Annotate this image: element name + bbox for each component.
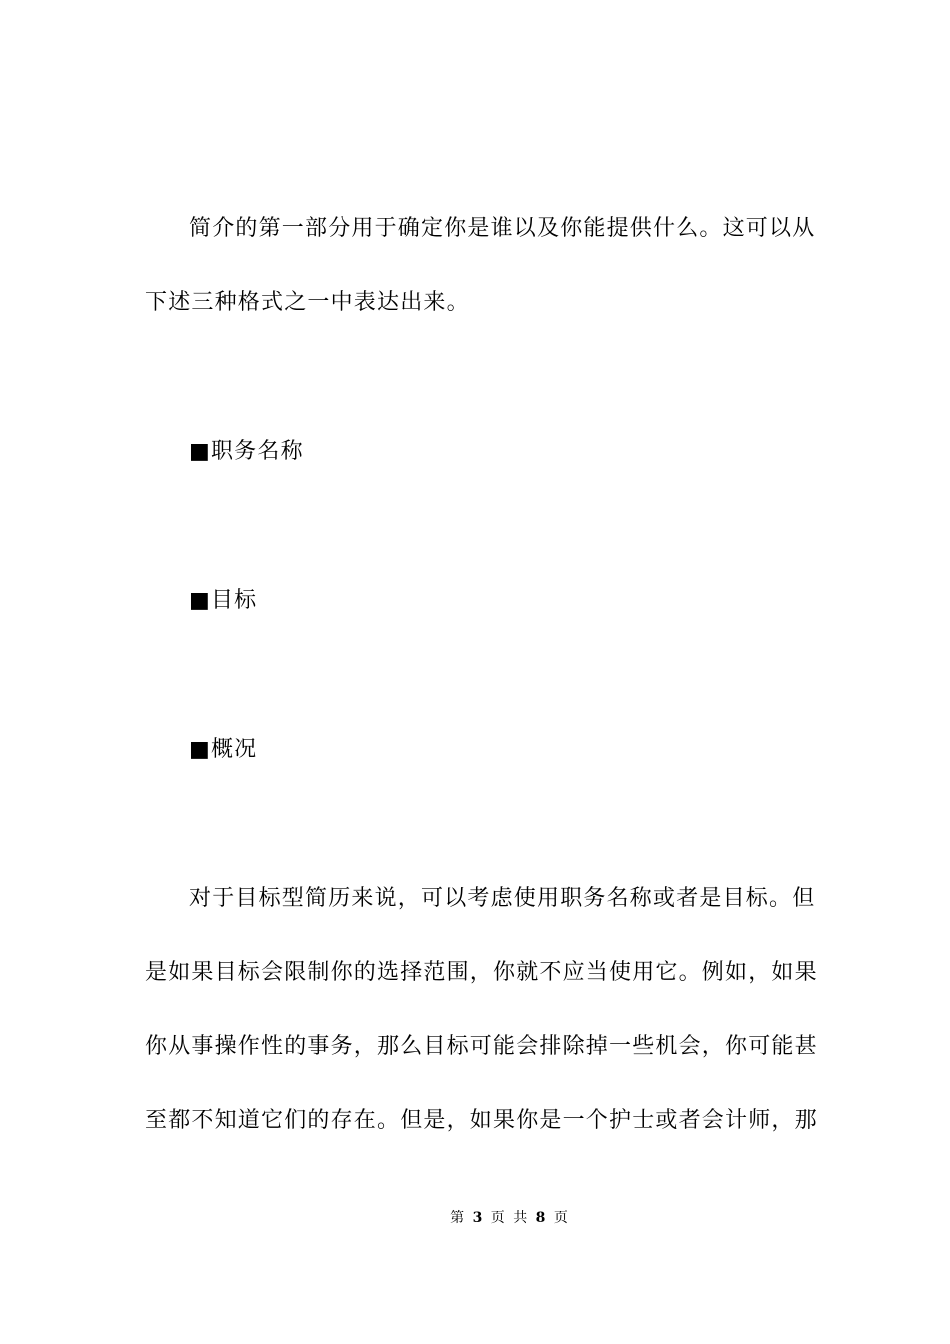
bullet-item-summary: ■概况	[189, 737, 258, 762]
footer-prefix: 第	[450, 1210, 467, 1226]
bullet-item-objective: ■目标	[189, 588, 258, 613]
footer-current-page: 3	[472, 1210, 485, 1226]
paragraph2-line2: 是如果目标会限制你的选择范围，你就不应当使用它。例如，如果	[145, 960, 818, 985]
paragraph1-line1: 简介的第一部分用于确定你是谁以及你能提供什么。这可以从	[189, 216, 816, 241]
footer-middle: 页 共	[490, 1210, 530, 1226]
paragraph1-line2: 下述三种格式之一中表达出来。	[145, 290, 470, 315]
paragraph2-line1: 对于目标型简历来说，可以考虑使用职务名称或者是目标。但	[189, 886, 816, 911]
paragraph2-line4: 至都不知道它们的存在。但是，如果你是一个护士或者会计师，那	[145, 1108, 818, 1133]
footer-suffix: 页	[553, 1210, 570, 1226]
page-number-footer	[0, 1208, 950, 1228]
bullet-item-job-title: ■职务名称	[189, 439, 304, 464]
footer-total-pages: 8	[535, 1210, 548, 1226]
paragraph2-line3: 你从事操作性的事务，那么目标可能会排除掉一些机会，你可能甚	[145, 1034, 818, 1059]
